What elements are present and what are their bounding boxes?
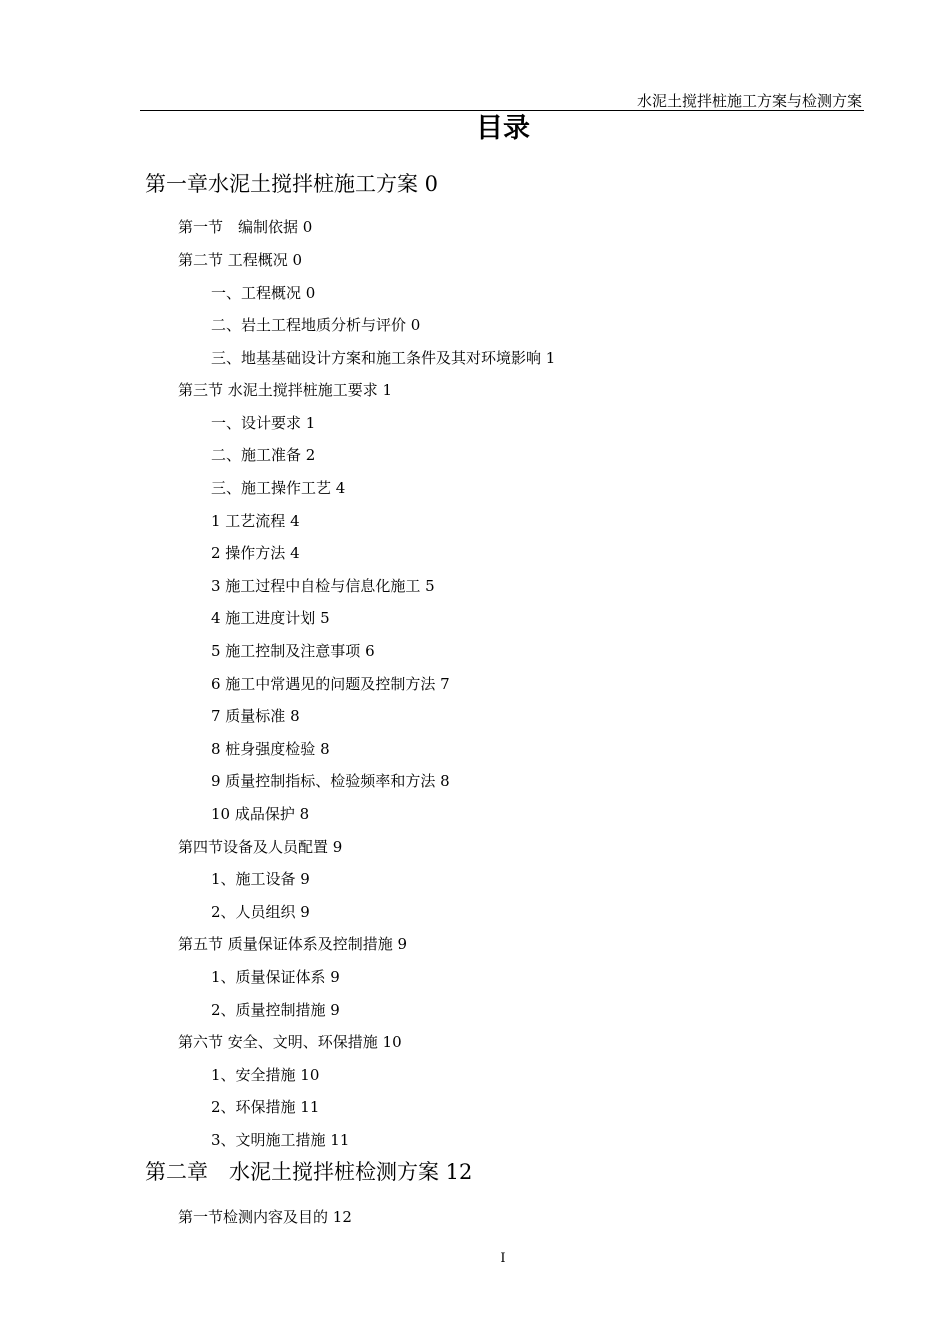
toc-section[interactable]: 第五节 质量保证体系及控制措施 9 <box>178 935 408 953</box>
toc-title: 目录 <box>476 113 530 144</box>
toc-subsection[interactable]: 1 工艺流程 4 <box>211 512 300 530</box>
toc-subsection[interactable]: 一、工程概况 0 <box>211 284 316 302</box>
toc-section[interactable]: 第三节 水泥土搅拌桩施工要求 1 <box>178 381 393 399</box>
toc-subsection[interactable]: 9 质量控制指标、检验频率和方法 8 <box>211 772 450 790</box>
toc-subsection[interactable]: 5 施工控制及注意事项 6 <box>211 642 375 660</box>
toc-subsection[interactable]: 2 操作方法 4 <box>211 544 300 562</box>
toc-chapter-1[interactable]: 第一章水泥土搅拌桩施工方案 0 <box>145 172 439 196</box>
toc-section[interactable]: 第六节 安全、文明、环保措施 10 <box>178 1033 402 1051</box>
toc-subsection[interactable]: 一、设计要求 1 <box>211 414 316 432</box>
toc-subsection[interactable]: 6 施工中常遇见的问题及控制方法 7 <box>211 675 450 693</box>
toc-subsection[interactable]: 三、施工操作工艺 4 <box>211 479 346 497</box>
toc-subsection[interactable]: 三、地基基础设计方案和施工条件及其对环境影响 1 <box>211 349 556 367</box>
toc-subsection[interactable]: 3 施工过程中自检与信息化施工 5 <box>211 577 435 595</box>
toc-subsection[interactable]: 3、文明施工措施 11 <box>211 1131 350 1149</box>
page-number: I <box>500 1251 506 1266</box>
toc-chapter-2[interactable]: 第二章 水泥土搅拌桩检测方案 12 <box>145 1160 473 1184</box>
toc-subsection[interactable]: 4 施工进度计划 5 <box>211 609 330 627</box>
toc-subsection[interactable]: 2、人员组织 9 <box>211 903 310 921</box>
toc-subsection[interactable]: 8 桩身强度检验 8 <box>211 740 330 758</box>
toc-subsection[interactable]: 2、环保措施 11 <box>211 1098 320 1116</box>
toc-subsection[interactable]: 二、岩土工程地质分析与评价 0 <box>211 316 421 334</box>
header-title: 水泥土搅拌桩施工方案与检测方案 <box>636 92 862 110</box>
toc-section[interactable]: 第一节 编制依据 0 <box>178 218 313 236</box>
toc-subsection[interactable]: 10 成品保护 8 <box>211 805 310 823</box>
toc-subsection[interactable]: 二、施工准备 2 <box>211 446 316 464</box>
toc-section[interactable]: 第二节 工程概况 0 <box>178 251 303 269</box>
toc-subsection[interactable]: 2、质量控制措施 9 <box>211 1001 340 1019</box>
toc-section[interactable]: 第一节检测内容及目的 12 <box>178 1208 352 1226</box>
toc-subsection[interactable]: 1、质量保证体系 9 <box>211 968 340 986</box>
toc-subsection[interactable]: 1、安全措施 10 <box>211 1066 320 1084</box>
toc-subsection[interactable]: 7 质量标准 8 <box>211 707 300 725</box>
toc-subsection[interactable]: 1、施工设备 9 <box>211 870 310 888</box>
toc-section[interactable]: 第四节设备及人员配置 9 <box>178 838 343 856</box>
